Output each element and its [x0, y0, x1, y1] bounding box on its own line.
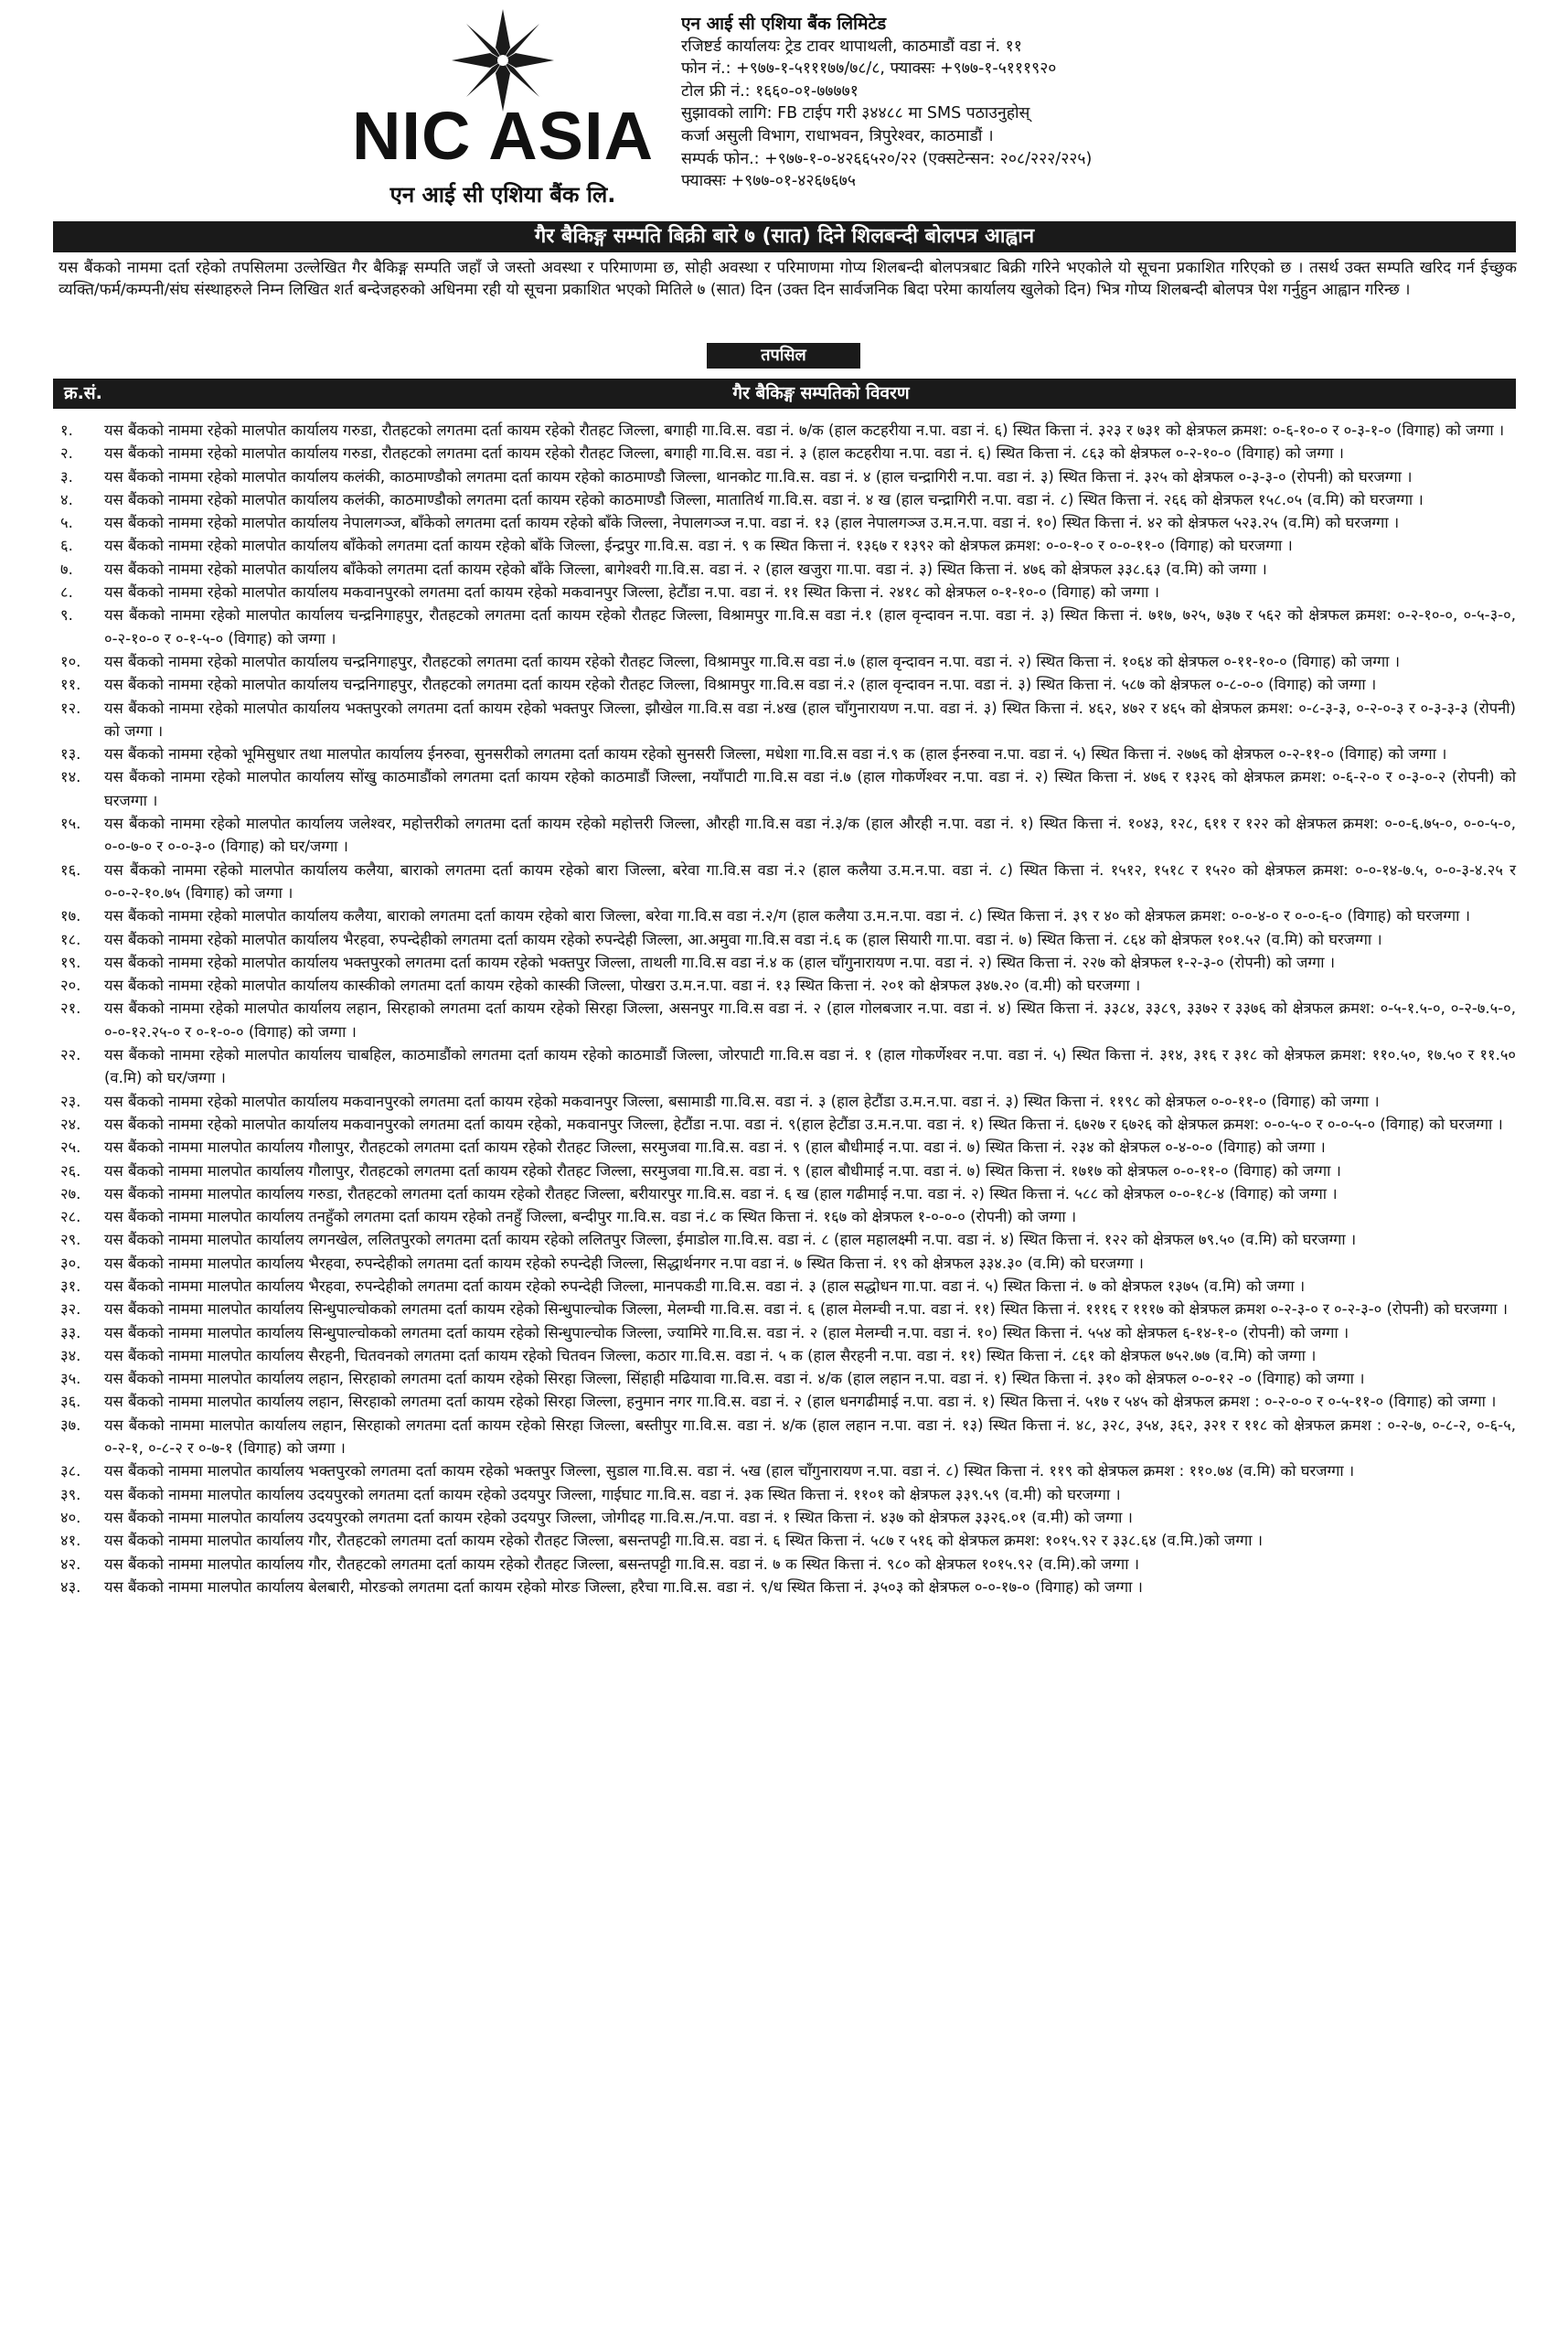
row-description: यस बैंकको नाममा मालपोत कार्यालय गौलापुर, रौतहटको लगतमा दर्ता कायम रहेको रौतहट जिल्ला, सरमुजवा गा.वि.स. वडा नं. ९ (हाल बौधीमाई न.पा. वडा नं. ७) स्थित कित्ता नं. १७१७ को क्षेत्रफल ०-०-११-० (विगाह) को जग्गा । — [104, 1161, 1341, 1180]
table-row — [53, 997, 1516, 1043]
row-number: ४१. — [60, 1532, 81, 1550]
row-number: १५. — [60, 815, 81, 833]
row-number: २०. — [60, 977, 81, 995]
row-description: यस बैंकको नाममा मालपोत कार्यालय तनहुँको लगतमा दर्ता कायम रहेको तनहुँ जिल्ला, बन्दीपुर गा.वि.स. वडा नं.८ क स्थित कित्ता नं. १६७ को क्षेत्रफल १-०-०-० (रोपनी) को जग्गा । — [104, 1208, 1077, 1226]
asset-list — [53, 419, 1516, 1598]
row-number: ७. — [60, 560, 73, 578]
row-number: २७. — [60, 1184, 81, 1203]
table-row — [53, 1414, 1516, 1460]
row-description: यस बैंकको नाममा रहेको मालपोत कार्यालय गरुडा, रौतहटको लगतमा दर्ता कायम रहेको रौतहट जिल्ला, बगाही गा.वि.स. वडा नं. ७/क (हाल कटहरीया न.पा. वडा नं. ६) स्थित कित्ता नं. ३२३ र ७३१ को क्षेत्रफल क्रमश: ०-६-१०-० र ०-३-१-० (विगाह) को जग्गा । — [104, 422, 1505, 439]
contact-line: सम्पर्क फोन.: +९७७-१-०-४२६६५२०/२२ (एक्सटेन्सन: २०८/२२२/२२५) — [681, 149, 1093, 168]
row-number: ३८. — [60, 1462, 81, 1480]
row-number: १७. — [60, 907, 81, 925]
row-description: यस बैंकको नाममा रहेको मालपोत कार्यालय कलैया, बाराको लगतमा दर्ता कायम रहेको बारा जिल्ला, बरेवा गा.वि.स वडा नं.२ (हाल कलैया उ.म.न.पा. वडा नं. ८) स्थित कित्ता नं. १५१२, १५१८ र १५२० को क्षेत्रफल क्रमश: ०-०-१४-७.५, ०-०-३-४.२५ र ०-०-२-१०.७५ (विगाह) को जग्गा । — [104, 861, 1516, 902]
row-description: यस बैंकको नाममा रहेको मालपोत कार्यालय चाबहिल, काठमाडौंको लगतमा दर्ता कायम रहेको काठमाडौं जिल्ला, जोरपाटी गा.वि.स वडा नं. १ (हाल गोकर्णेश्वर न.पा. वडा नं. ५) स्थित कित्ता नं. ३१४, ३१६ र ३१८ को क्षेत्रफल क्रमश: ११०.५०, १७.५० र ११.५० (व.मि) को घर/जग्गा । — [104, 1046, 1516, 1087]
row-description: यस बैंकको नाममा मालपोत कार्यालय भक्तपुरको लगतमा दर्ता कायम रहेको भक्तपुर जिल्ला, सुडाल गा.वि.स. वडा नं. ५ख (हाल चाँगुनारायण न.पा. वडा नं. ८) स्थित कित्ता नं. ११९ को क्षेत्रफल क्रमश : ११०.७४ (व.मि) को घरजग्गा । — [104, 1462, 1355, 1480]
logo-text: NIC ASIA — [351, 98, 655, 174]
row-number: २८. — [60, 1208, 81, 1226]
contact-line: फोन नं.: +९७७-१-५१११७७/७८/८, फ्याक्सः +९७७-१-५१११९२० — [681, 59, 1057, 79]
row-number: २. — [60, 444, 73, 463]
table-row — [53, 812, 1516, 859]
row-number: ३. — [60, 467, 73, 486]
row-number: २४. — [60, 1115, 81, 1133]
table-row — [53, 1160, 1516, 1182]
row-description: यस बैंकको नाममा रहेको मालपोत कार्यालय चन्द्रनिगाहपुर, रौतहटको लगतमा दर्ता कायम रहेको रौतहट जिल्ला, विश्रामपुर गा.वि.स वडा नं.१ (हाल वृन्दावन न.पा. वडा नं. ३) स्थित कित्ता नं. ७१७, ७२५, ७३७ र ५६२ को क्षेत्रफल क्रमश: ०-२-१०-०, ०-५-३-०, ०-२-१०-० र ०-१-५-० (विगाह) को जग्गा । — [104, 606, 1516, 647]
row-description: यस बैंकको नाममा रहेको मालपोत कार्यालय बाँकेको लगतमा दर्ता कायम रहेको बाँके जिल्ला, ईन्द्रपुर गा.वि.स. वडा नं. ९ क स्थित कित्ता नं. १३६७ र १३९२ को क्षेत्रफल क्रमश: ०-०-१-० र ०-०-११-० (विगाह) को घरजग्गा । — [104, 537, 1293, 555]
table-row — [53, 1298, 1516, 1320]
row-description: यस बैंकको नाममा मालपोत कार्यालय भैरहवा, रुपन्देहीको लगतमा दर्ता कायम रहेको रुपन्देही जिल्ला, मानपकडी गा.वि.स. वडा नं. ३ (हाल सद्धोधन गा.पा. वडा नं. ५) स्थित कित्ता नं. ७ को क्षेत्रफल १३७५ (व.मि) को जग्गा । — [104, 1277, 1306, 1295]
row-description: यस बैंकको नाममा मालपोत कार्यालय सिन्धुपाल्चोकको लगतमा दर्ता कायम रहेको सिन्धुपाल्चोक जिल्ला, मेलम्ची गा.वि.स. वडा नं. ६ (हाल मेलम्ची न.पा. वडा नं. ११) स्थित कित्ता नं. १११६ र १११७ को क्षेत्रफल क्रमश ०-२-३-० र ०-२-३-० (रोपनी) को घरजग्गा । — [104, 1300, 1509, 1319]
table-row — [53, 928, 1516, 951]
table-row — [53, 1136, 1516, 1159]
table-row — [53, 765, 1516, 812]
row-description: यस बैंकको नाममा रहेको मालपोत कार्यालय भैरहवा, रुपन्देहीको लगतमा दर्ता कायम रहेको रुपन्देही जिल्ला, आ.अमुवा गा.वि.स वडा नं.६ क (हाल सियारी गा.पा. वडा नं. ७) स्थित कित्ता नं. ८६४ को क्षेत्रफल १०१.५२ (व.मि) को घरजग्गा । — [104, 930, 1382, 948]
table-row — [53, 697, 1516, 743]
row-number: २३. — [60, 1092, 81, 1110]
row-number: ८. — [60, 583, 73, 602]
row-description: यस बैंकको नाममा रहेको भूमिसुधार तथा मालपोत कार्यालय ईनरुवा, सुनसरीको लगतमा दर्ता कायम रहेको सुनसरी जिल्ला, मधेशा गा.वि.स वडा नं.९ क (हाल ईनरुवा न.पा. वडा नं. ५) स्थित कित्ता नं. २७७६ को क्षेत्रफल ०-२-११-० (विगाह) को जग्गा । — [104, 745, 1447, 764]
table-row — [53, 442, 1516, 465]
logo-subtext: एन आई सी एशिया बैंक लि. — [389, 182, 616, 208]
row-description: यस बैंकको नाममा रहेको मालपोत कार्यालय मकवानपुरको लगतमा दर्ता कायम रहेको, मकवानपुर जिल्ला, हेटौंडा न.पा. वडा नं. ९(हाल हेटौंडा उ.म.न.पा. वडा नं. १) स्थित कित्ता नं. ६७२७ र ६७२६ को क्षेत्रफल क्रमश: ०-०-५-० र ०-०-५-० (विगाह) को घरजग्गा । — [104, 1115, 1503, 1133]
table-row — [53, 604, 1516, 650]
row-number: १६. — [60, 861, 81, 879]
row-number: ९. — [60, 606, 73, 625]
row-description: यस बैंकको नाममा रहेको मालपोत कार्यालय मकवानपुरको लगतमा दर्ता कायम रहेको मकवानपुर जिल्ला, बसामाडी गा.वि.स. वडा नं. ३ (हाल हेटौंडा उ.म.न.पा. वडा नं. ३) स्थित कित्ता नं. ११९८ को क्षेत्रफल ०-०-११-० (विगाह) को जग्गा । — [104, 1092, 1380, 1110]
row-number: १. — [60, 422, 73, 439]
table-row — [53, 1113, 1516, 1136]
table-row — [53, 1228, 1516, 1251]
table-row — [53, 650, 1516, 673]
row-description: यस बैंकको नाममा रहेको मालपोत कार्यालय जलेश्वर, महोत्तरीको लगतमा दर्ता कायम रहेको महोत्तरी जिल्ला, औरही गा.वि.स वडा नं.३/क (हाल औरही न.पा. वडा नं. १) स्थित कित्ता नं. १०४३, १२८, ६११ र १२२ को क्षेत्रफल क्रमश: ०-०-६.७५-०, ०-०-५-०, ०-०-७-० र ०-०-३-० (विगाह) को घर/जग्गा । — [104, 815, 1516, 856]
row-description: यस बैंकको नाममा रहेको मालपोत कार्यालय नेपालगञ्ज, बाँकेको लगतमा दर्ता कायम रहेको बाँके जिल्ला, नेपालगञ्ज न.पा. वडा नं. १३ (हाल नेपालगञ्ज उ.म.न.पा. वडा नं. १०) स्थित कित्ता नं. ४२ को क्षेत्रफल ५२३.२५ (व.मि) को घरजग्गा । — [104, 514, 1400, 532]
row-description: यस बैंकको नाममा मालपोत कार्यालय गौर, रौतहटको लगतमा दर्ता कायम रहेको रौतहट जिल्ला, बसन्तपट्टी गा.वि.स. वडा नं. ६ स्थित कित्ता नं. ५८७ र ५१६ को क्षेत्रफल क्रमश: १०१५.९२ र ३३८.६४ (व.मि.)को जग्गा । — [104, 1532, 1263, 1550]
row-number: १०. — [60, 652, 81, 670]
row-number: २५. — [60, 1138, 81, 1157]
section-label: तपसिल — [707, 343, 860, 369]
table-row — [53, 673, 1516, 696]
table-row — [53, 534, 1516, 557]
header — [0, 0, 1568, 210]
row-description: यस बैंकको नाममा रहेको मालपोत कार्यालय कलंकी, काठमाण्डौको लगतमा दर्ता कायम रहेको काठमाण्डौ जिल्ला, मातातिर्थ गा.वि.स. वडा नं. ४ ख (हाल चन्द्रागिरी न.पा. वडा नं. ८) स्थित कित्ता नं. २६६ को क्षेत्रफल १५८.०५ (व.मि) को घरजग्गा । — [104, 490, 1424, 508]
table-row — [53, 1390, 1516, 1413]
contact-line: फ्याक्सः +९७७-०१-४२६७६७५ — [681, 172, 856, 191]
row-description: यस बैंकको नाममा रहेको मालपोत कार्यालय चन्द्रनिगाहपुर, रौतहटको लगतमा दर्ता कायम रहेको रौतहट जिल्ला, विश्रामपुर गा.वि.स वडा नं.२ (हाल वृन्दावन न.पा. वडा नं. ३) स्थित कित्ता नं. ५८७ को क्षेत्रफल ०-८-०-० (विगाह) को जग्गा । — [104, 676, 1377, 694]
table-row — [53, 1321, 1516, 1344]
row-description: यस बैंकको नाममा मालपोत कार्यालय लहान, सिरहाको लगतमा दर्ता कायम रहेको सिरहा जिल्ला, हनुमान नगर गा.वि.स. वडा नं. २ (हाल धनगढीमाई न.पा. वडा नं. १) स्थित कित्ता नं. ५१७ र ५४५ को क्षेत्रफल क्रमश : ०-२-०-० र ०-५-११-० (विगाह) को जग्गा । — [104, 1393, 1497, 1411]
row-description: यस बैंकको नाममा रहेको मालपोत कार्यालय सोंखु काठमाडौंको लगतमा दर्ता कायम रहेको काठमाडौं जिल्ला, नयाँपाटी गा.वि.स वडा नं.७ (हाल गोकर्णेश्वर न.पा. वडा नं. २) स्थित कित्ता नं. ४७६ र १३२६ को क्षेत्रफल क्रमश: ०-६-२-० र ०-३-०-२ (रोपनी) को घरजग्गा । — [104, 768, 1516, 809]
row-description: यस बैंकको नाममा रहेको मालपोत कार्यालय कलंकी, काठमाण्डौको लगतमा दर्ता कायम रहेको काठमाण्डौ जिल्ला, थानकोट गा.वि.स. वडा नं. ४ (हाल चन्द्रागिरी न.पा. वडा नं. ३) स्थित कित्ता नं. ३२५ को क्षेत्रफल ०-३-३-० (रोपनी) को घरजग्गा । — [104, 467, 1413, 486]
contact-line: रजिष्टर्ड कार्यालयः ट्रेड टावर थापाथली, काठमाडौं वडा नं. ११ — [681, 37, 1022, 56]
table-row — [53, 419, 1516, 442]
table-row — [53, 1275, 1516, 1298]
row-number: ११. — [60, 676, 81, 694]
table-row — [53, 1205, 1516, 1228]
table-header — [53, 379, 1516, 409]
row-number: ४. — [60, 490, 73, 508]
table-row — [53, 465, 1516, 488]
table-row — [53, 951, 1516, 974]
row-description: यस बैंकको नाममा रहेको मालपोत कार्यालय मकवानपुरको लगतमा दर्ता कायम रहेको मकवानपुर जिल्ला, हेटौंडा न.पा. वडा नं. ११ स्थित कित्ता नं. २४१८ को क्षेत्रफल ०-१-१०-० (विगाह) को जग्गा । — [104, 583, 1159, 602]
row-number: २९. — [60, 1231, 81, 1249]
table-row — [53, 1043, 1516, 1090]
row-description: यस बैंकको नाममा रहेको मालपोत कार्यालय भक्तपुरको लगतमा दर्ता कायम रहेको भक्तपुर जिल्ला, झौखेल गा.वि.स वडा नं.४ख (हाल चाँगुनारायण न.पा. वडा नं. ३) स्थित कित्ता नं. ४६२, ४७२ र ४६५ को क्षेत्रफल क्रमश: ०-८-३-३, ०-२-०-३ र ०-३-३-३ (रोपनी) को जग्गा । — [104, 699, 1516, 740]
table-row — [53, 511, 1516, 534]
row-number: १३. — [60, 745, 81, 764]
table-row — [53, 581, 1516, 604]
row-number: १८. — [60, 930, 81, 948]
contact-line: टोल फ्री नं.: १६६०-०१-७७७७१ — [681, 81, 859, 101]
row-number: ३३. — [60, 1323, 81, 1342]
row-description: यस बैंकको नाममा मालपोत कार्यालय गरुडा, रौतहटको लगतमा दर्ता कायम रहेको रौतहट जिल्ला, बरीयारपुर गा.वि.स. वडा नं. ६ ख (हाल गढीमाई न.पा. वडा नं. २) स्थित कित्ता नं. ५८८ को क्षेत्रफल ०-०-१८-४ (विगाह) को जग्गा । — [104, 1184, 1338, 1203]
row-description: यस बैंकको नाममा मालपोत कार्यालय भैरहवा, रुपन्देहीको लगतमा दर्ता कायम रहेको रुपन्देही जिल्ला, सिद्धार्थनगर न.पा वडा नं. ७ स्थित कित्ता नं. १९ को क्षेत्रफल ३३४.३० (व.मि) को घरजग्गा । — [104, 1254, 1144, 1272]
row-description: यस बैंकको नाममा मालपोत कार्यालय उदयपुरको लगतमा दर्ता कायम रहेको उदयपुर जिल्ला, जोगीदह गा.वि.स./न.पा. वडा नं. १ स्थित कित्ता नं. ४३७ को क्षेत्रफल ३३२६.०१ (व.मी) को जग्गा । — [104, 1508, 1133, 1526]
table-row — [53, 1506, 1516, 1529]
row-number: ३९. — [60, 1485, 81, 1503]
row-description: यस बैंकको नाममा रहेको मालपोत कार्यालय कास्कीको लगतमा दर्ता कायम रहेको कास्की जिल्ला, पोखरा उ.म.न.पा. वडा नं. १३ स्थित कित्ता नं. २०१ को क्षेत्रफल ३४७.२० (व.मी) को घरजग्गा । — [104, 977, 1141, 995]
row-description: यस बैंकको नाममा रहेको मालपोत कार्यालय बाँकेको लगतमा दर्ता कायम रहेको बाँके जिल्ला, बागेश्वरी गा.वि.स. वडा नं. २ (हाल खजुरा गा.पा. वडा नं. ३) स्थित कित्ता नं. ४७६ को क्षेत्रफल ३३८.६३ (व.मि) को जग्गा । — [104, 560, 1267, 578]
row-number: ४३. — [60, 1577, 81, 1596]
row-description: यस बैंकको नाममा रहेको मालपोत कार्यालय कलैया, बाराको लगतमा दर्ता कायम रहेको बारा जिल्ला, बरेवा गा.वि.स वडा नं.२/ग (हाल कलैया उ.म.न.पा. वडा नं. ८) स्थित कित्ता नं. ३९ र ४० को क्षेत्रफल क्रमश: ०-०-४-० र ०-०-६-० (विगाह) को घरजग्गा । — [104, 907, 1470, 925]
row-number: १९. — [60, 953, 81, 971]
row-description: यस बैंकको नाममा मालपोत कार्यालय गौलापुर, रौतहटको लगतमा दर्ता कायम रहेको रौतहट जिल्ला, सरमुजवा गा.वि.स. वडा नं. ९ (हाल बौधीमाई न.पा. वडा नं. ७) स्थित कित्ता नं. २३४ को क्षेत्रफल ०-४-०-० (विगाह) को जग्गा । — [104, 1138, 1326, 1157]
row-number: ३०. — [60, 1254, 81, 1272]
notice-title: गैर बैकिङ्ग सम्पति बिक्री बारे ७ (सात) दिने शिलबन्दी बोलपत्र आह्वान — [53, 221, 1516, 252]
row-number: १२. — [60, 699, 81, 717]
table-row — [53, 859, 1516, 905]
table-row — [53, 488, 1516, 511]
bank-name: एन आई सी एशिया बैंक लिमिटेड — [681, 14, 887, 34]
contact-info — [681, 13, 1559, 193]
row-number: ६. — [60, 537, 73, 555]
table-row — [53, 1459, 1516, 1482]
row-description: यस बैंकको नाममा मालपोत कार्यालय सिन्धुपाल्चोकको लगतमा दर्ता कायम रहेको सिन्धुपाल्चोक जिल्ला, ज्यामिरे गा.वि.स. वडा नं. २ (हाल मेलम्ची न.पा. वडा नं. १०) स्थित कित्ता नं. ५५४ को क्षेत्रफल ६-१४-१-० (रोपनी) को जग्गा । — [104, 1323, 1349, 1342]
row-number: ३१. — [60, 1277, 81, 1295]
notice-intro: यस बैंकको नाममा दर्ता रहेको तपसिलमा उल्लेखित गैर बैकिङ्ग सम्पति जहाँ जे जस्तो अवस्था र परिमाणमा छ, सोही अवस्था र परिमाणमा गोप्य शिलबन्दी बोलपत्रबाट बिक्री गरिने भएकोले यो सूचना प्रकाशित गरिएको छ । तसर्थ उक्त सम्पति खरिद गर्न ईच्छुक व्यक्ति/फर्म/कम्पनी/संघ संस्थाहरुले निम्न लिखित शर्त बन्देजहरुको अधिनमा रही यो सूचना प्रकाशित भएको मितिले ७ (सात) दिन (उक्त दिन सार्वजनिक बिदा परेमा कार्यालय खुलेको दिन) भित्र गोप्य शिलबन्दी बोलपत्र पेश गर्नुहुन आह्वान गरिन्छ । — [59, 259, 1517, 299]
table-row — [53, 743, 1516, 765]
row-description: यस बैंकको नाममा रहेको मालपोत कार्यालय भक्तपुरको लगतमा दर्ता कायम रहेको भक्तपुर जिल्ला, ताथली गा.वि.स वडा नं.४ क (हाल चाँगुनारायण न.पा. वडा नं. २) स्थित कित्ता नं. २२७ को क्षेत्रफल १-२-३-० (रोपनी) को जग्गा । — [104, 953, 1336, 971]
row-number: ३७. — [60, 1416, 81, 1434]
row-description: यस बैंकको नाममा मालपोत कार्यालय लहान, सिरहाको लगतमा दर्ता कायम रहेको सिरहा जिल्ला, बस्तीपुर गा.वि.स. वडा नं. ४/क (हाल लहान न.पा. वडा नं. १३) स्थित कित्ता नं. ४८, ३२८, ३५४, ३६२, ३२१ र ११८ को क्षेत्रफल क्रमश : ०-२-७, ०-८-२, ०-६-५, ०-२-१, ०-८-२ र ०-७-१ (विगाह) को जग्गा । — [104, 1416, 1516, 1458]
row-number: १४. — [60, 768, 81, 786]
table-row — [53, 1483, 1516, 1506]
row-description: यस बैंकको नाममा मालपोत कार्यालय सैरहनी, चितवनको लगतमा दर्ता कायम रहेको चितवन जिल्ला, कठार गा.वि.स. वडा नं. ५ क (हाल सैरहनी न.पा. वडा नं. ११) स्थित कित्ता नं. ८६१ को क्षेत्रफल ७५२.७७ (व.मि) को जग्गा । — [104, 1346, 1317, 1364]
table-row — [53, 904, 1516, 927]
row-description: यस बैंकको नाममा रहेको मालपोत कार्यालय गरुडा, रौतहटको लगतमा दर्ता कायम रहेको रौतहट जिल्ला, बगाही गा.वि.स. वडा नं. ३ (हाल कटहरीया न.पा. वडा नं. ६) स्थित कित्ता नं. ८६३ को क्षेत्रफल ०-२-१०-० (विगाह) को जग्गा । — [104, 444, 1344, 463]
table-row — [53, 1182, 1516, 1205]
contact-line: सुझावको लागि: FB टाईप गरी ३४४८८ मा SMS पठाउनुहोस् — [681, 104, 1030, 123]
table-row — [53, 1344, 1516, 1367]
bank-logo — [338, 7, 667, 208]
row-number: ५. — [60, 514, 73, 532]
table-row — [53, 1252, 1516, 1275]
table-row — [53, 1576, 1516, 1598]
table-row — [53, 1529, 1516, 1552]
row-description: यस बैंकको नाममा मालपोत कार्यालय लहान, सिरहाको लगतमा दर्ता कायम रहेको सिरहा जिल्ला, सिंहाही मढियावा गा.वि.स. वडा नं. ४/क (हाल लहान न.पा. वडा नं. १) स्थित कित्ता नं. ३१० को क्षेत्रफल ०-०-१२ -० (विगाह) को जग्गा । — [104, 1370, 1365, 1388]
row-number: ३५. — [60, 1370, 81, 1388]
contact-line: कर्जा असुली विभाग, राधाभवन, त्रिपुरेश्वर, काठमाडौं । — [681, 126, 994, 145]
row-description: यस बैंकको नाममा मालपोत कार्यालय लगनखेल, ललितपुरको लगतमा दर्ता कायम रहेको ललितपुर जिल्ला, ईमाडोल गा.वि.स. वडा नं. ८ (हाल महालक्ष्मी न.पा. वडा नं. ४) स्थित कित्ता नं. १२२ को क्षेत्रफल ७९.५० (व.मि) को घरजग्गा । — [104, 1231, 1357, 1249]
row-description: यस बैंकको नाममा मालपोत कार्यालय गौर, रौतहटको लगतमा दर्ता कायम रहेको रौतहट जिल्ला, बसन्तपट्टी गा.वि.स. वडा नं. ७ क स्थित कित्ता नं. ९८० को क्षेत्रफल १०१५.९२ (व.मि).को जग्गा । — [104, 1555, 1139, 1573]
row-number: २६. — [60, 1161, 81, 1180]
row-number: ४२. — [60, 1555, 81, 1573]
column-header-sn: क्र.सं. — [64, 383, 102, 403]
row-number: ३२. — [60, 1300, 81, 1319]
table-row — [53, 558, 1516, 581]
row-number: ३६. — [60, 1393, 81, 1411]
table-row — [53, 1090, 1516, 1113]
column-header-description: गैर बैकिङ्ग सम्पतिको विवरण — [732, 383, 910, 403]
row-number: ४०. — [60, 1508, 81, 1526]
row-description: यस बैंकको नाममा मालपोत कार्यालय उदयपुरको लगतमा दर्ता कायम रहेको उदयपुर जिल्ला, गाईघाट गा.वि.स. वडा नं. ३क स्थित कित्ता नं. ११०१ को क्षेत्रफल ३३९.५९ (व.मी) को घरजग्गा । — [104, 1485, 1121, 1503]
row-number: २१. — [60, 999, 81, 1018]
table-row — [53, 1553, 1516, 1576]
table-row — [53, 974, 1516, 997]
row-description: यस बैंकको नाममा रहेको मालपोत कार्यालय चन्द्रनिगाहपुर, रौतहटको लगतमा दर्ता कायम रहेको रौतहट जिल्ला, विश्रामपुर गा.वि.स वडा नं.७ (हाल वृन्दावन न.पा. वडा नं. २) स्थित कित्ता नं. १०६४ को क्षेत्रफल ०-११-१०-० (विगाह) को जग्गा । — [104, 652, 1400, 670]
row-description: यस बैंकको नाममा रहेको मालपोत कार्यालय लहान, सिरहाको लगतमा दर्ता कायम रहेको सिरहा जिल्ला, असनपुर गा.वि.स वडा नं. २ (हाल गोलबजार न.पा. वडा नं. ४) स्थित कित्ता नं. ३३८४, ३३८९, ३३७२ र ३३७६ को क्षेत्रफल क्रमश: ०-५-१.५-०, ०-२-७.५-०, ०-०-१२.२५-० र ०-१-०-० (विगाह) को जग्गा । — [104, 999, 1517, 1041]
row-description: यस बैंकको नाममा मालपोत कार्यालय बेलबारी, मोरङको लगतमा दर्ता कायम रहेको मोरङ जिल्ला, हरैचा गा.वि.स. वडा नं. ९/ध स्थित कित्ता नं. ३५०३ को क्षेत्रफल ०-०-१७-० (विगाह) को जग्गा । — [104, 1577, 1143, 1596]
table-row — [53, 1367, 1516, 1390]
row-number: ३४. — [60, 1346, 81, 1364]
row-number: २२. — [60, 1046, 81, 1064]
